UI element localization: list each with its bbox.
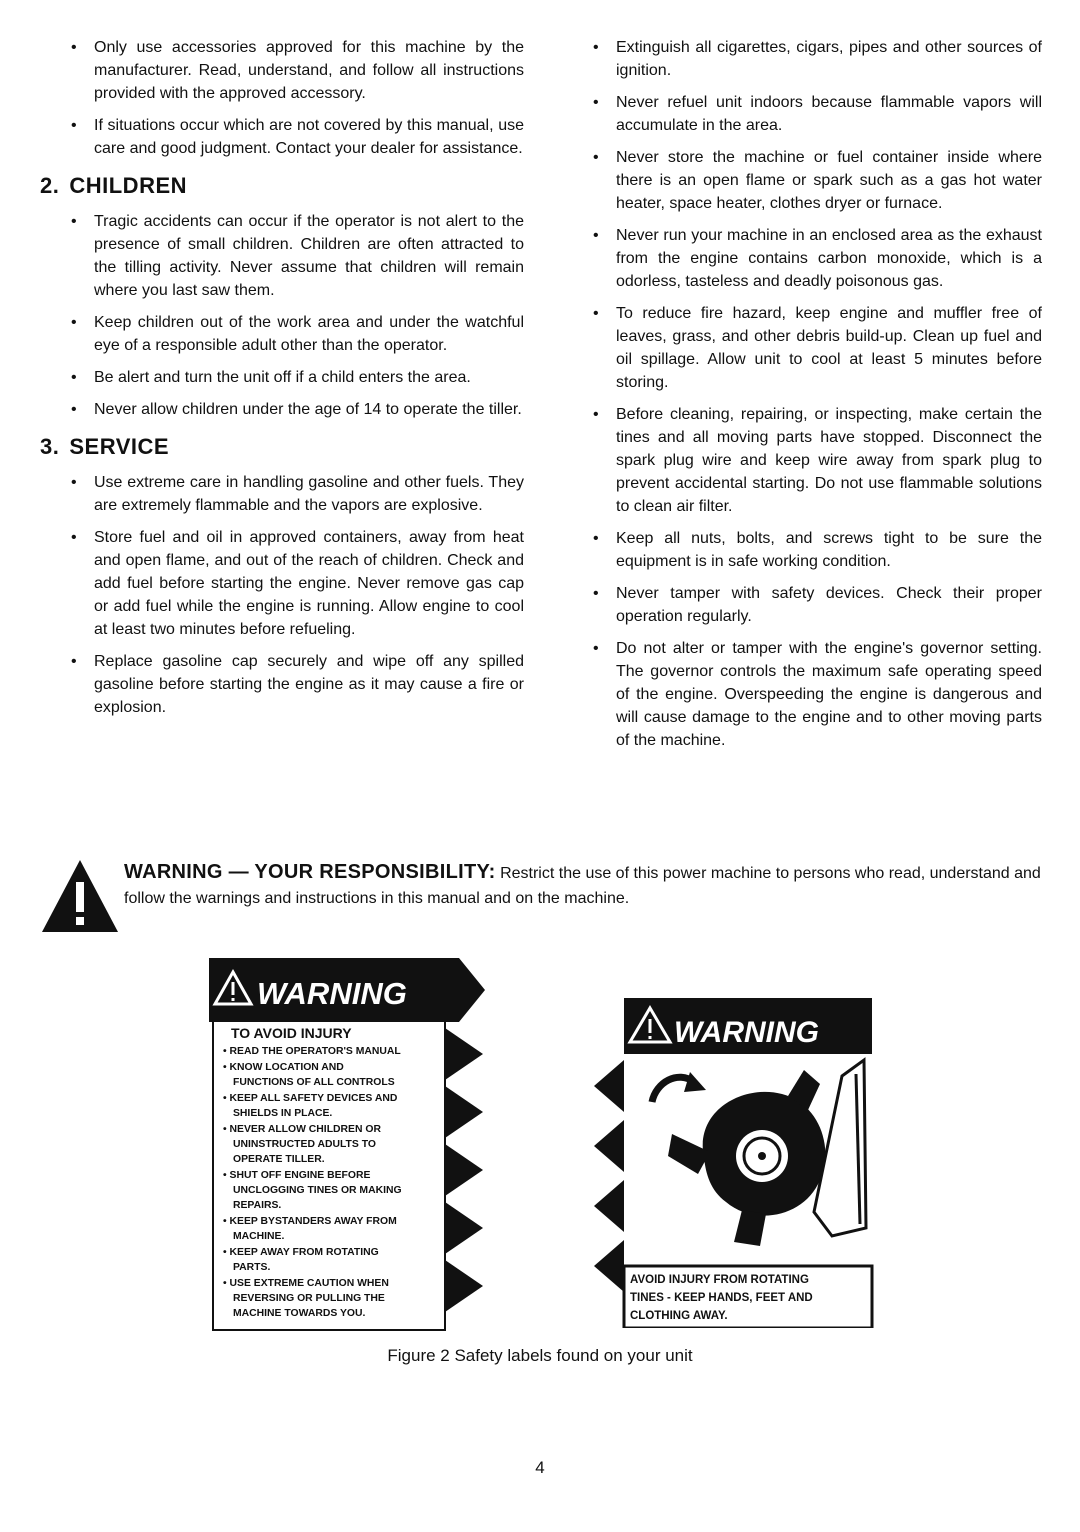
- left-column: [40, 36, 524, 728]
- section-heading-children: 2. CHILDREN: [40, 173, 188, 198]
- responsibility-text: [124, 860, 1054, 911]
- label-line: UNCLOGGING TINES OR MAKING: [233, 1185, 402, 1196]
- arrow-border-left: [594, 1060, 624, 1292]
- safety-label-rotating-tines: [594, 998, 874, 1328]
- label-line: • KNOW LOCATION AND: [223, 1062, 344, 1073]
- list-item: • Never refuel unit indoors because flammable vapors will accumulate in the area.: [590, 91, 1042, 137]
- list-item: • Replace gasoline cap securely and wipe off any spilled gasoline before starting the engine as it may cause a fire or explosion.: [68, 650, 524, 719]
- label-line: SHIELDS IN PLACE.: [233, 1108, 333, 1119]
- label-line: REPAIRS.: [233, 1200, 282, 1211]
- list-item: • Be alert and turn the unit off if a child enters the area.: [68, 366, 524, 389]
- label-line: • KEEP ALL SAFETY DEVICES AND: [223, 1093, 398, 1104]
- warning-triangle-icon: [40, 858, 120, 934]
- label-line: TINES - KEEP HANDS, FEET AND: [630, 1292, 813, 1304]
- list-item: • To reduce fire hazard, keep engine and muffler free of leaves, grass, and other debris build-up. Clean up fuel and oil spillage. Allow unit to cool at least 5 minutes before storing.: [590, 302, 1042, 394]
- label-line: CLOTHING AWAY.: [630, 1310, 728, 1322]
- label-line: OPERATE TILLER.: [233, 1154, 325, 1165]
- responsibility-warning: [40, 858, 1050, 928]
- label-line: UNINSTRUCTED ADULTS TO: [233, 1139, 376, 1150]
- list-item: • Only use accessories approved for this machine by the manufacturer. Read, understand, and follow all instructions provided with the approved accessory.: [68, 36, 524, 105]
- responsibility-lead: WARNING — YOUR RESPONSIBILITY:: [124, 861, 496, 883]
- label-line: • KEEP AWAY FROM ROTATING: [223, 1247, 379, 1258]
- list-item: • Never store the machine or fuel container inside where there is an open flame or spark such as a gas hot water heater, space heater, clothes dryer or furnace.: [590, 146, 1042, 215]
- list-item: • Store fuel and oil in approved containers, away from heat and open flame, and out of the reach of children. Check and add fuel before starting the engine. Never remove gas cap or add fuel while the engine is running. Allow engine to cool at least two minutes before refueling.: [68, 526, 524, 641]
- label-line: • SHUT OFF ENGINE BEFORE: [223, 1170, 371, 1181]
- label-header: WARNING: [257, 976, 407, 1011]
- list-item: • Tragic accidents can occur if the operator is not alert to the presence of small children. Children are often attracted to the tilling activity. Never assume that children will remain where you last saw them.: [68, 210, 524, 302]
- page-number: 4: [535, 1458, 545, 1477]
- figure-caption: Figure 2 Safety labels found on your unit: [387, 1346, 693, 1365]
- label-line: • READ THE OPERATOR'S MANUAL: [223, 1046, 401, 1057]
- list-item: • Never run your machine in an enclosed area as the exhaust from the engine contains carbon monoxide, which is a odorless, tasteless and deadly poisonous gas.: [590, 224, 1042, 293]
- list-item: • Extinguish all cigarettes, cigars, pipes and other sources of ignition.: [590, 36, 1042, 82]
- label-line: MACHINE TOWARDS YOU.: [233, 1308, 366, 1319]
- label-line: REVERSING OR PULLING THE: [233, 1293, 385, 1304]
- label-line: • KEEP BYSTANDERS AWAY FROM: [223, 1216, 397, 1227]
- safety-label-instructions: [209, 958, 489, 1334]
- arrow-border-right: [445, 1028, 483, 1312]
- responsibility-body: Restrict the use of this power machine to persons who read, understand and follow the warnings and instructions in this manual and on the machine.: [124, 865, 1041, 907]
- right-column: [590, 36, 1042, 761]
- list-item: • Before cleaning, repairing, or inspecting, make certain the tines and all moving parts have stopped. Disconnect the spark plug wire and keep wire away from spark plug to prevent accidental starting. Do not use flammable solutions to clean air filter.: [590, 403, 1042, 518]
- section-heading-service: 3. SERVICE: [40, 434, 170, 459]
- list-item: • Keep all nuts, bolts, and screws tight to be sure the equipment is in safe working condition.: [590, 527, 1042, 573]
- list-item: • Keep children out of the work area and under the watchful eye of a responsible adult other than the operator.: [68, 311, 524, 357]
- label-line: AVOID INJURY FROM ROTATING: [630, 1274, 809, 1286]
- label-subheader: TO AVOID INJURY: [231, 1025, 352, 1041]
- label-line: • USE EXTREME CAUTION WHEN: [223, 1278, 389, 1289]
- label-header: WARNING: [674, 1016, 819, 1049]
- label-line: PARTS.: [233, 1262, 271, 1273]
- list-item: • Never tamper with safety devices. Check their proper operation regularly.: [590, 582, 1042, 628]
- label-line: FUNCTIONS OF ALL CONTROLS: [233, 1077, 395, 1088]
- list-item: • Do not alter or tamper with the engine's governor setting. The governor controls the maximum safe operating speed of the engine. Overspeeding the engine is dangerous and will cause damage to the engine and to other moving parts of the machine.: [590, 637, 1042, 752]
- label-line: • NEVER ALLOW CHILDREN OR: [223, 1124, 381, 1135]
- list-item: • Use extreme care in handling gasoline and other fuels. They are extremely flammable and the vapors are explosive.: [68, 471, 524, 517]
- list-item: • If situations occur which are not covered by this manual, use care and good judgment. Contact your dealer for assistance.: [68, 114, 524, 160]
- label-line: MACHINE.: [233, 1231, 285, 1242]
- list-item: • Never allow children under the age of 14 to operate the tiller.: [68, 398, 524, 421]
